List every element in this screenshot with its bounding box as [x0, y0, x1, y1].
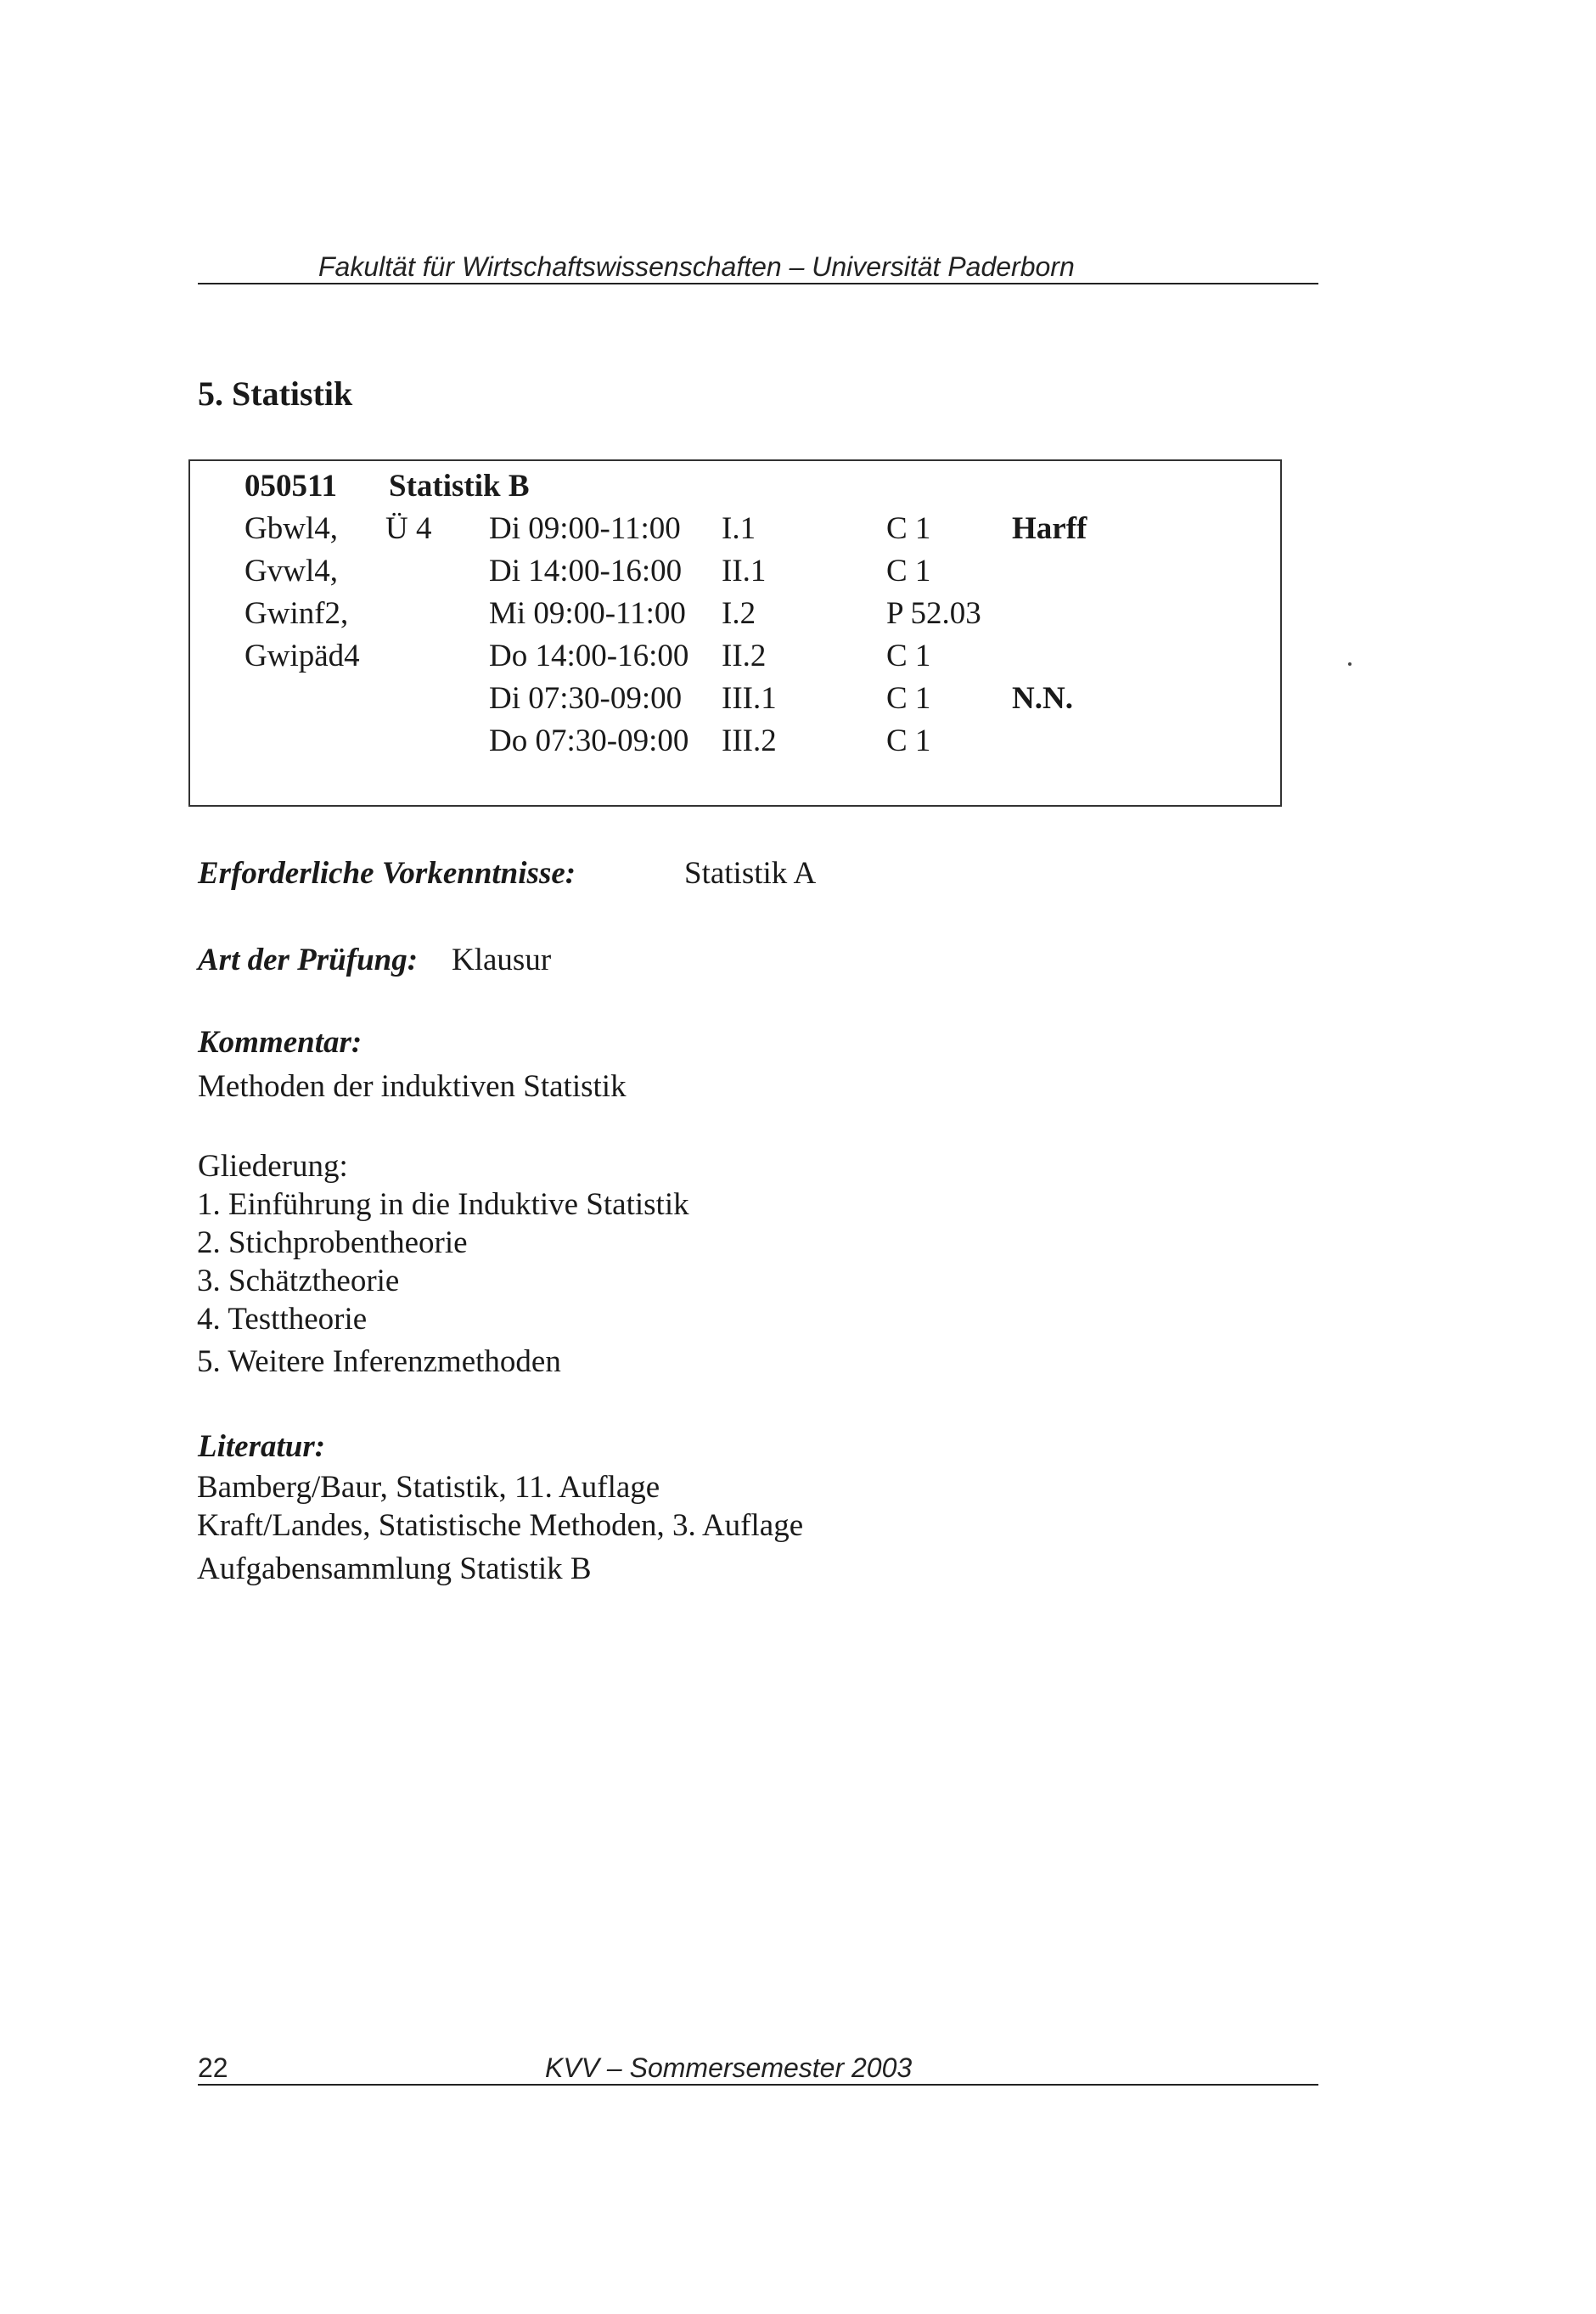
session-group: III.1 — [722, 681, 777, 716]
course-title: Statistik B — [389, 469, 530, 504]
session-room: C 1 — [886, 723, 931, 758]
outline-item: 2. Stichprobentheorie — [197, 1225, 468, 1260]
scan-speck — [1348, 662, 1352, 666]
session-time: Do 07:30-09:00 — [489, 723, 689, 758]
session-group: I.1 — [722, 511, 756, 546]
header-rule — [198, 283, 1318, 284]
session-lecturer: N.N. — [1012, 681, 1073, 716]
session-time: Mi 09:00-11:00 — [489, 596, 686, 631]
session-time: Di 07:30-09:00 — [489, 681, 683, 716]
literature-item: Kraft/Landes, Statistische Methoden, 3. Auflage — [197, 1508, 804, 1543]
prerequisites-label: Erforderliche Vorkenntnisse: — [198, 856, 576, 891]
exam-label: Art der Prüfung: — [198, 943, 419, 977]
outline-item: 1. Einführung in die Induktive Statistik — [197, 1187, 689, 1222]
session-time: Di 14:00-16:00 — [489, 554, 683, 588]
program-item: Gwinf2, — [244, 596, 349, 631]
program-item: Gwipäd4 — [244, 639, 360, 673]
session-room: P 52.03 — [886, 596, 981, 631]
session-lecturer: Harff — [1012, 511, 1087, 546]
program-item: Gvwl4, — [244, 554, 338, 588]
session-room: C 1 — [886, 639, 931, 673]
prerequisites-value: Statistik A — [684, 856, 817, 891]
session-room: C 1 — [886, 681, 931, 716]
page-footer: KVV – Sommersemester 2003 — [545, 2052, 913, 2083]
literature-item: Aufgabensammlung Statistik B — [197, 1551, 592, 1586]
page-header: Fakultät für Wirtschaftswissenschaften – Universität Paderborn — [318, 251, 1075, 282]
footer-rule — [198, 2084, 1318, 2086]
course-type: Ü 4 — [385, 511, 432, 546]
outline-item: 4. Testtheorie — [197, 1302, 368, 1337]
session-room: C 1 — [886, 511, 931, 546]
comment-text: Methoden der induktiven Statistik — [198, 1069, 627, 1104]
page-number: 22 — [198, 2052, 228, 2083]
literature-item: Bamberg/Baur, Statistik, 11. Auflage — [197, 1470, 660, 1505]
session-time: Di 09:00-11:00 — [489, 511, 681, 546]
outline-item: 3. Schätztheorie — [197, 1264, 400, 1298]
session-time: Do 14:00-16:00 — [489, 639, 689, 673]
literature-label: Literatur: — [198, 1429, 326, 1464]
outline-item: 5. Weitere Inferenzmethoden — [197, 1344, 561, 1379]
session-group: I.2 — [722, 596, 756, 631]
session-room: C 1 — [886, 554, 931, 588]
session-group: II.1 — [722, 554, 767, 588]
comment-label: Kommentar: — [198, 1025, 362, 1060]
session-group: III.2 — [722, 723, 777, 758]
section-title: 5. Statistik — [198, 374, 353, 413]
course-number: 050511 — [244, 469, 337, 504]
session-group: II.2 — [722, 639, 767, 673]
exam-value: Klausur — [452, 943, 552, 977]
outline-label: Gliederung: — [198, 1149, 348, 1184]
program-item: Gbwl4, — [244, 511, 338, 546]
